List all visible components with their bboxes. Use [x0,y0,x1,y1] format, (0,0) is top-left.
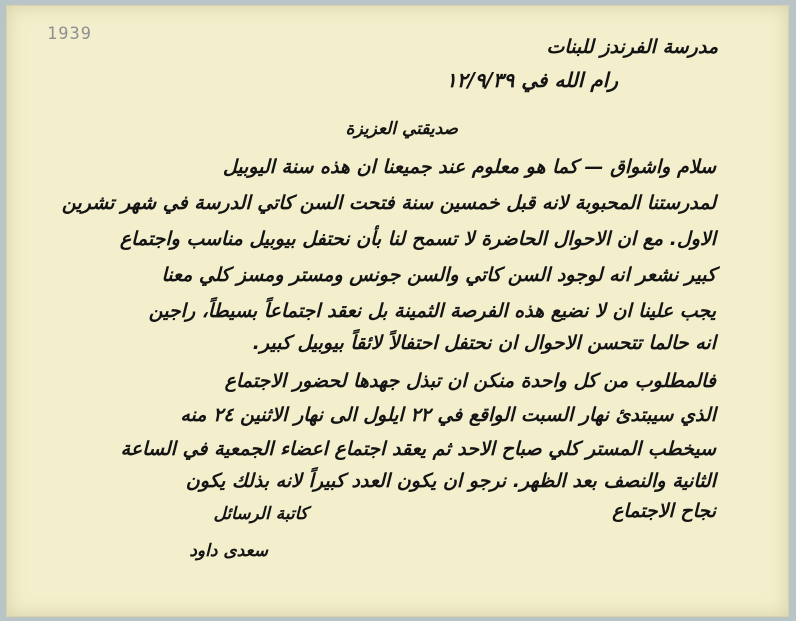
letter-paper [6,5,789,617]
body-line: سلام واشواق — كما هو معلوم عند جميعنا ان هذه سنة اليوبيل [222,156,716,178]
body-line: كبير نشعر انه لوجود السن كاتي والسن جونس ومستر ومسز كلي معنا [161,264,716,286]
date-line: رام الله في ١٢/٩/٣٩ [445,68,618,92]
body-line: نجاح الاجتماع [612,500,716,522]
salutation: صديقتي العزيزة [345,119,458,139]
body-line: فالمطلوب من كل واحدة منكن ان تبذل جهدها لحضور الاجتماع [224,370,716,392]
body-line: الذي سيبتدئ نهار السبت الواقع في ٢٢ ايلول الى نهار الاثنين ٢٤ منه [180,404,716,426]
body-line: الثانية والنصف بعد الظهر. نرجو ان يكون العدد كبيراً لانه بذلك يكون [185,470,716,492]
body-line: سيخطب المستر كلي صباح الاحد ثم يعقد اجتماع اعضاء الجمعية في الساعة [120,438,716,460]
signature-title: كاتبة الرسائل [213,504,308,524]
archive-number: 1939 [47,24,92,44]
body-line: لمدرستنا المحبوبة لانه قبل خمسين سنة فتحت السن كاتي الدرسة في شهر تشرين [61,192,716,214]
school-name: مدرسة الفرندز للبنات [546,36,718,58]
body-line: انه حالما تتحسن الاحوال ان نحتفل احتفالاً لائقاً بيوبيل كبير. [252,332,716,354]
body-line: الاول. مع ان الاحوال الحاضرة لا تسمح لنا بأن نحتفل بيوبيل مناسب واجتماع [119,228,716,250]
signature-name: سعدى داود [189,541,268,561]
body-line: يجب علينا ان لا نضيع هذه الفرصة الثمينة بل نعقد اجتماعاً بسيطاً، راجين [148,300,716,322]
